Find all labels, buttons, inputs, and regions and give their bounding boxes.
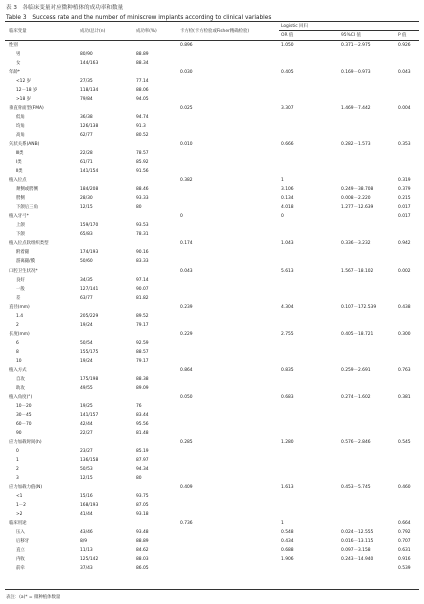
cell-success-total: 34/35 xyxy=(80,277,93,283)
cell-p: 0.353 xyxy=(398,142,411,148)
cell-success-total: 159/170 xyxy=(80,223,99,229)
cell-rate: 93.48 xyxy=(136,530,149,536)
cell-rate: 84.62 xyxy=(136,548,149,554)
cell-success-total: 155/175 xyxy=(80,349,99,355)
cell-ci: 0.097－3.158 xyxy=(341,548,371,554)
cell-success-total: 41/44 xyxy=(80,512,93,518)
cell-level-label: >2 xyxy=(16,512,23,518)
cell-success-total: 12/15 xyxy=(80,475,93,481)
cell-or: 0.835 xyxy=(281,367,294,373)
cell-level-label: 腭侧 xyxy=(16,196,25,202)
cell-p: 0.545 xyxy=(398,439,411,445)
cell-success-total: 37/43 xyxy=(80,566,93,572)
cell-p-chi: 0.736 xyxy=(180,521,193,527)
header-p: P 值 xyxy=(398,33,407,38)
cell-success-total: 42/44 xyxy=(80,421,93,427)
cell-ci: 0.576－2.846 xyxy=(341,439,371,445)
cell-level-label: 2 xyxy=(16,322,19,328)
cell-level-label: Ⅰ类 xyxy=(16,160,22,166)
cell-p: 0.792 xyxy=(398,530,411,536)
cell-level-label: 1 xyxy=(16,457,19,463)
cell-rate: 92.59 xyxy=(136,340,149,346)
cell-variable-label: 植入牙弓* xyxy=(9,214,29,220)
cell-rate: 81.48 xyxy=(136,430,149,436)
cell-level-label: 30－45 xyxy=(16,412,32,418)
cell-level-label: 压入 xyxy=(16,530,25,536)
cell-p: 0.942 xyxy=(398,241,411,247)
cell-success-total: 49/55 xyxy=(80,385,93,391)
cell-success-total: 184/208 xyxy=(80,187,99,193)
cell-or: 0.683 xyxy=(281,394,294,400)
table-footnote: 表注：(a)* = 微种植体数量 xyxy=(6,595,61,600)
cell-variable-label: 植入角度(°) xyxy=(9,394,33,400)
cell-or: 3.106 xyxy=(281,187,294,193)
cell-ci: 1.469－7.442 xyxy=(341,106,371,112)
cell-success-total: 175/198 xyxy=(80,376,99,382)
cell-success-total: 12/15 xyxy=(80,205,93,211)
cell-level-label: 内收 xyxy=(16,557,25,563)
header-variable: 临床变量 xyxy=(9,29,27,34)
cell-p: 0.004 xyxy=(398,106,411,112)
cell-level-label: 8 xyxy=(16,349,19,355)
cell-p: 0.631 xyxy=(398,548,411,554)
cell-or: 0.548 xyxy=(281,530,294,536)
cell-success-total: 36/38 xyxy=(80,115,93,121)
cell-level-label: 上颌 xyxy=(16,223,25,229)
cell-p-chi: 0.043 xyxy=(180,268,193,274)
cell-success-total: 27/35 xyxy=(80,79,93,85)
cell-p-chi: 0.025 xyxy=(180,106,193,112)
cell-or: 1.043 xyxy=(281,241,294,247)
cell-p: 0.926 xyxy=(398,43,411,48)
cell-level-label: Ⅲ类 xyxy=(16,151,24,157)
cell-success-total: 118/134 xyxy=(80,88,99,94)
cell-rate: 94.05 xyxy=(136,97,149,103)
cell-level-label: 下颌 xyxy=(16,232,25,238)
cell-or: 0.405 xyxy=(281,70,294,76)
header-or: OR 值 xyxy=(281,33,294,38)
cell-variable-label: 口腔卫生状况* xyxy=(9,268,38,274)
cell-rate: 88.03 xyxy=(136,557,149,563)
cell-level-label: <12 岁 xyxy=(16,79,32,85)
cell-or: 1 xyxy=(281,521,284,527)
cell-p: 0.300 xyxy=(398,331,411,337)
cell-ci: 1.567－18.102 xyxy=(341,268,374,274)
cell-ci: 0.008－2.220 xyxy=(341,196,371,202)
cell-rate: 86.05 xyxy=(136,566,149,572)
cell-p-chi: 0.896 xyxy=(180,43,193,48)
cell-rate: 88.57 xyxy=(136,349,149,355)
cell-level-label: 高角 xyxy=(16,133,25,139)
cell-rate: 94.74 xyxy=(136,115,149,121)
cell-rate: 93.75 xyxy=(136,494,149,499)
logistic-rule xyxy=(279,30,419,31)
cell-ci: 0.371－2.975 xyxy=(341,43,371,48)
cell-or: 4.304 xyxy=(281,304,294,310)
cell-success-total: 144/163 xyxy=(80,61,99,67)
cell-rate: 89.09 xyxy=(136,385,149,391)
cell-rate: 93.33 xyxy=(136,196,149,202)
cell-success-total: 50/54 xyxy=(80,340,93,346)
cell-or: 1.050 xyxy=(281,43,294,48)
cell-ci: 0.453－5.745 xyxy=(341,484,371,490)
cell-rate: 79.17 xyxy=(136,322,149,328)
cell-rate: 80.52 xyxy=(136,133,149,139)
cell-success-total: 79/84 xyxy=(80,97,93,103)
cell-ci: 0.249－38.708 xyxy=(341,187,374,193)
cell-or: 0.666 xyxy=(281,142,294,148)
header-success-total: 成功/总计(n) xyxy=(80,29,106,34)
cell-rate: 87.05 xyxy=(136,503,149,509)
cell-success-total: 23/27 xyxy=(80,448,93,454)
cell-or: 1.906 xyxy=(281,557,294,563)
cell-level-label: 1－2 xyxy=(16,503,26,509)
cell-p-chi: 0.409 xyxy=(180,484,193,490)
cell-success-total: 136/158 xyxy=(80,457,99,463)
cell-variable-label: 应力加载时间(h) xyxy=(9,439,42,445)
cell-p-chi: 0.285 xyxy=(180,439,193,445)
cell-p: 0.381 xyxy=(398,394,411,400)
cell-or: 1 xyxy=(281,178,284,184)
cell-p: 0.379 xyxy=(398,187,411,193)
cell-success-total: 205/229 xyxy=(80,313,99,319)
cell-ci: 0.336－3.232 xyxy=(341,241,371,247)
cell-level-label: 一般 xyxy=(16,286,25,292)
cell-rate: 88.46 xyxy=(136,187,149,193)
cell-or: 0.688 xyxy=(281,548,294,554)
cell-rate: 87.97 xyxy=(136,457,149,463)
cell-variable-label: 年龄* xyxy=(9,70,20,76)
cell-success-total: 28/30 xyxy=(80,196,93,202)
cell-success-total: 19/24 xyxy=(80,322,93,328)
cell-level-label: 10－20 xyxy=(16,403,32,409)
cell-level-label: 2 xyxy=(16,466,19,472)
cell-rate: 80 xyxy=(136,205,142,211)
table-title-cn: 表 3 各临床变量对应微种植体的成功率和数量 xyxy=(6,5,124,11)
cell-rate: 88.06 xyxy=(136,88,149,94)
cell-level-label: 低角 xyxy=(16,115,25,121)
cell-rate: 80 xyxy=(136,475,142,481)
cell-level-label: 3 xyxy=(16,475,19,481)
cell-p: 0.215 xyxy=(398,196,411,202)
cell-rate: 79.17 xyxy=(136,358,149,364)
cell-p: 0.438 xyxy=(398,304,411,310)
cell-variable-label: 直径(mm) xyxy=(9,304,30,310)
cell-ci: 0.259－2.691 xyxy=(341,367,371,373)
cell-p: 0.319 xyxy=(398,178,411,184)
cell-or: 0.134 xyxy=(281,196,294,202)
cell-variable-label: 植入位点软组织类型 xyxy=(9,241,49,247)
cell-level-label: 差 xyxy=(16,295,21,301)
cell-success-total: 43/46 xyxy=(80,530,93,536)
cell-success-total: 168/193 xyxy=(80,503,99,509)
cell-p: 0.664 xyxy=(398,521,411,527)
cell-variable-label: 长度(mm) xyxy=(9,331,30,337)
cell-level-label: 6 xyxy=(16,340,19,346)
cell-level-label: 0 xyxy=(16,448,19,454)
cell-or: 5.613 xyxy=(281,268,294,274)
cell-rate: 81.82 xyxy=(136,295,149,301)
cell-success-total: 11/13 xyxy=(80,548,93,554)
cell-ci: 0.405－18.721 xyxy=(341,331,374,337)
header-rate: 成功率(%) xyxy=(136,29,157,34)
cell-rate: 88.89 xyxy=(136,52,149,58)
cell-p-chi: 0.050 xyxy=(180,394,193,400)
cell-p: 0.017 xyxy=(398,205,411,211)
cell-level-label: 自攻 xyxy=(16,376,25,382)
cell-p: 0.017 xyxy=(398,214,411,220)
cell-or: 3.307 xyxy=(281,106,294,112)
cell-level-label: 1.4 xyxy=(16,313,23,319)
cell-success-total: 141/157 xyxy=(80,412,99,418)
cell-rate: 93.53 xyxy=(136,223,149,229)
table-title-en: Table 3 Success rate and the number of miniscrew implants according to clinical variables xyxy=(6,15,272,21)
cell-level-label: 男 xyxy=(16,52,21,58)
cell-level-label: 下颌后三角 xyxy=(16,205,38,211)
cell-level-label: <1 xyxy=(16,494,23,499)
cell-or: 1.613 xyxy=(281,484,294,490)
cell-success-total: 22/28 xyxy=(80,151,93,157)
cell-p-chi: 0.239 xyxy=(180,304,193,310)
cell-ci: 0.016－13.115 xyxy=(341,539,374,545)
cell-rate: 77.14 xyxy=(136,79,149,85)
cell-success-total: 19/25 xyxy=(80,403,93,409)
cell-ci: 0.169－0.973 xyxy=(341,70,371,76)
cell-rate: 93.18 xyxy=(136,512,149,518)
cell-rate: 88.34 xyxy=(136,61,149,67)
cell-p: 0.763 xyxy=(398,367,411,373)
header-p-chi: 卡方检(卡方检验或Fisher精确检验) xyxy=(180,29,250,34)
cell-success-total: 61/71 xyxy=(80,160,93,166)
cell-rate: 90.16 xyxy=(136,250,149,256)
cell-level-label: 附着龈 xyxy=(16,250,30,256)
cell-p: 0.539 xyxy=(398,566,411,572)
cell-rate: 83.44 xyxy=(136,412,149,418)
cell-success-total: 8/9 xyxy=(80,539,88,545)
cell-p-chi: 0.382 xyxy=(180,178,193,184)
cell-or: 1.280 xyxy=(281,439,294,445)
cell-variable-label: 植入位点 xyxy=(9,178,27,184)
cell-level-label: 90 xyxy=(16,430,22,436)
cell-p: 0.002 xyxy=(398,268,411,274)
cell-p: 0.707 xyxy=(398,539,411,545)
cell-level-label: 直立 xyxy=(16,548,25,554)
cell-level-label: 前牵 xyxy=(16,566,25,572)
cell-rate: 78.31 xyxy=(136,232,149,238)
cell-ci: 0.107－172.539 xyxy=(341,304,377,310)
cell-variable-label: 垂直骨面型(FMA) xyxy=(9,106,44,112)
cell-variable-label: 应力加载力值(N) xyxy=(9,484,43,490)
cell-success-total: 141/154 xyxy=(80,169,99,175)
cell-p-chi: 0.030 xyxy=(180,70,193,76)
cell-success-total: 65/83 xyxy=(80,232,93,238)
cell-variable-label: 矢状关系(ANB) xyxy=(9,142,40,148)
cell-or: 0.434 xyxy=(281,539,294,545)
cell-variable-label: 植入方式 xyxy=(9,367,27,373)
cell-rate: 88.38 xyxy=(136,376,149,382)
header-rule xyxy=(5,40,419,41)
cell-ci: 1.277－12.639 xyxy=(341,205,374,211)
cell-success-total: 127/141 xyxy=(80,286,99,292)
cell-rate: 76 xyxy=(136,403,142,409)
cell-level-label: 后移牙 xyxy=(16,539,30,545)
cell-p-chi: 0.174 xyxy=(180,241,193,247)
cell-level-label: >18 岁 xyxy=(16,97,32,103)
cell-success-total: 50/60 xyxy=(80,259,93,265)
cell-or: 0 xyxy=(281,214,284,220)
cell-p: 0.043 xyxy=(398,70,411,76)
cell-success-total: 174/193 xyxy=(80,250,99,256)
header-logistic: Logistic 回归 xyxy=(281,24,308,29)
cell-rate: 94.34 xyxy=(136,466,149,472)
cell-level-label: 助攻 xyxy=(16,385,25,391)
cell-p: 0.460 xyxy=(398,484,411,490)
cell-rate: 89.52 xyxy=(136,313,149,319)
cell-rate: 85.92 xyxy=(136,160,149,166)
cell-p-chi: 0.010 xyxy=(180,142,193,148)
cell-ci: 0.274－1.602 xyxy=(341,394,371,400)
cell-level-label: 颊侧或腭侧 xyxy=(16,187,38,193)
cell-success-total: 19/24 xyxy=(80,358,93,364)
bottom-rule xyxy=(5,589,419,590)
cell-success-total: 22/27 xyxy=(80,430,93,436)
cell-level-label: 女 xyxy=(16,61,21,67)
cell-variable-label: 临床用途 xyxy=(9,521,27,527)
cell-rate: 91.3 xyxy=(136,124,146,130)
cell-level-label: 10 xyxy=(16,358,22,364)
cell-rate: 88.89 xyxy=(136,539,149,545)
cell-success-total: 15/16 xyxy=(80,494,93,499)
cell-level-label: 60－70 xyxy=(16,421,32,427)
cell-level-label: 游离龈/膜 xyxy=(16,259,36,265)
cell-success-total: 80/90 xyxy=(80,52,93,58)
top-rule xyxy=(5,21,419,22)
cell-p: 0.916 xyxy=(398,557,411,563)
cell-level-label: Ⅱ类 xyxy=(16,169,23,175)
cell-or: 2.755 xyxy=(281,331,294,337)
cell-success-total: 126/138 xyxy=(80,124,99,130)
cell-level-label: 良好 xyxy=(16,277,25,283)
cell-ci: 0.282－1.573 xyxy=(341,142,371,148)
cell-level-label: 12－18 岁 xyxy=(16,88,38,94)
cell-p-chi: 0.229 xyxy=(180,331,193,337)
cell-rate: 78.57 xyxy=(136,151,149,157)
header-ci: 95%CI 值 xyxy=(341,33,361,38)
cell-success-total: 125/142 xyxy=(80,557,99,563)
cell-or: 4.018 xyxy=(281,205,294,211)
cell-rate: 91.56 xyxy=(136,169,149,175)
cell-p-chi: 0.864 xyxy=(180,367,193,373)
cell-ci: 0.243－14.940 xyxy=(341,557,374,563)
cell-variable-label: 性别 xyxy=(9,43,18,48)
cell-ci: 0.024－12.555 xyxy=(341,530,374,536)
cell-level-label: 均角 xyxy=(16,124,25,130)
cell-success-total: 63/77 xyxy=(80,295,93,301)
cell-rate: 97.14 xyxy=(136,277,149,283)
cell-rate: 83.33 xyxy=(136,259,149,265)
cell-success-total: 50/53 xyxy=(80,466,93,472)
cell-rate: 85.19 xyxy=(136,448,149,454)
cell-rate: 95.56 xyxy=(136,421,149,427)
cell-p-chi: 0 xyxy=(180,214,183,220)
cell-success-total: 62/77 xyxy=(80,133,93,139)
cell-rate: 90.07 xyxy=(136,286,149,292)
